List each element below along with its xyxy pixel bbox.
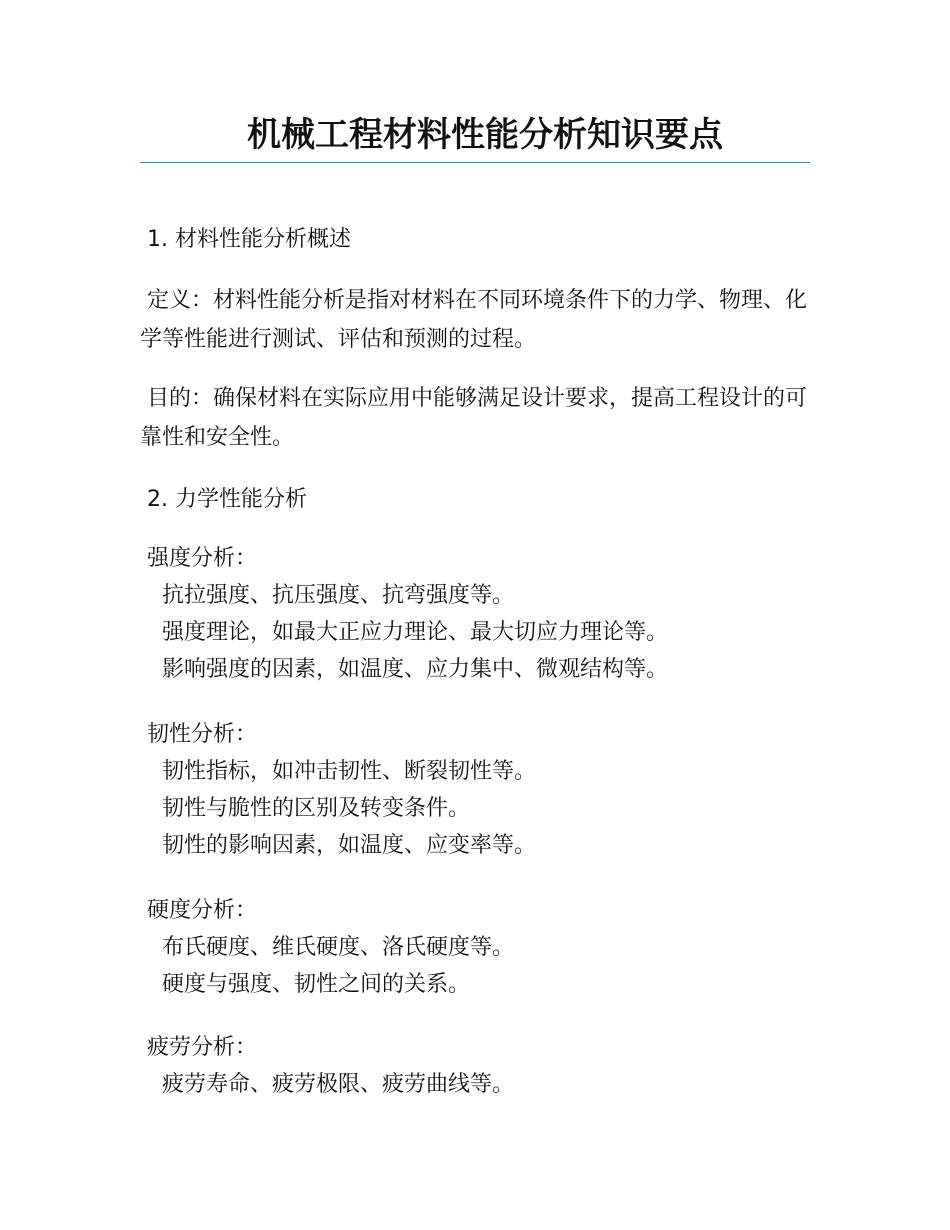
list-item: 硬度与强度、韧性之间的关系。	[162, 972, 471, 997]
list-item: 韧性的影响因素，如温度、应变率等。	[162, 833, 537, 858]
group-label: 疲劳分析：	[147, 1035, 258, 1060]
section-2-heading: 2. 力学性能分析	[147, 487, 307, 512]
list-item: 影响强度的因素，如温度、应力集中、微观结构等。	[162, 657, 669, 682]
group-label: 韧性分析：	[147, 722, 258, 747]
list-item: 布氏硬度、维氏硬度、洛氏硬度等。	[162, 935, 515, 960]
group-label: 硬度分析：	[147, 898, 258, 923]
list-item: 抗拉强度、抗压强度、抗弯强度等。	[162, 583, 515, 608]
toughness-group	[140, 716, 810, 864]
document-title: 机械工程材料性能分析知识要点	[247, 115, 723, 155]
fatigue-group	[140, 1029, 810, 1103]
list-item: 强度理论，如最大正应力理论、最大切应力理论等。	[162, 620, 669, 645]
definition-paragraph: 定义：材料性能分析是指对材料在不同环境条件下的力学、物理、化学等性能进行测试、评估和预测的过程。	[140, 288, 808, 352]
title-underline	[140, 162, 810, 163]
purpose-paragraph: 目的：确保材料在实际应用中能够满足设计要求，提高工程设计的可靠性和安全性。	[140, 386, 808, 450]
group-label: 强度分析：	[147, 546, 258, 571]
strength-group	[140, 540, 810, 688]
list-item: 疲劳寿命、疲劳极限、疲劳曲线等。	[162, 1072, 515, 1097]
section-1-heading: 1. 材料性能分析概述	[147, 227, 351, 252]
list-item: 韧性指标，如冲击韧性、断裂韧性等。	[162, 759, 537, 784]
list-item: 韧性与脆性的区别及转变条件。	[162, 796, 471, 821]
hardness-group	[140, 892, 810, 1003]
